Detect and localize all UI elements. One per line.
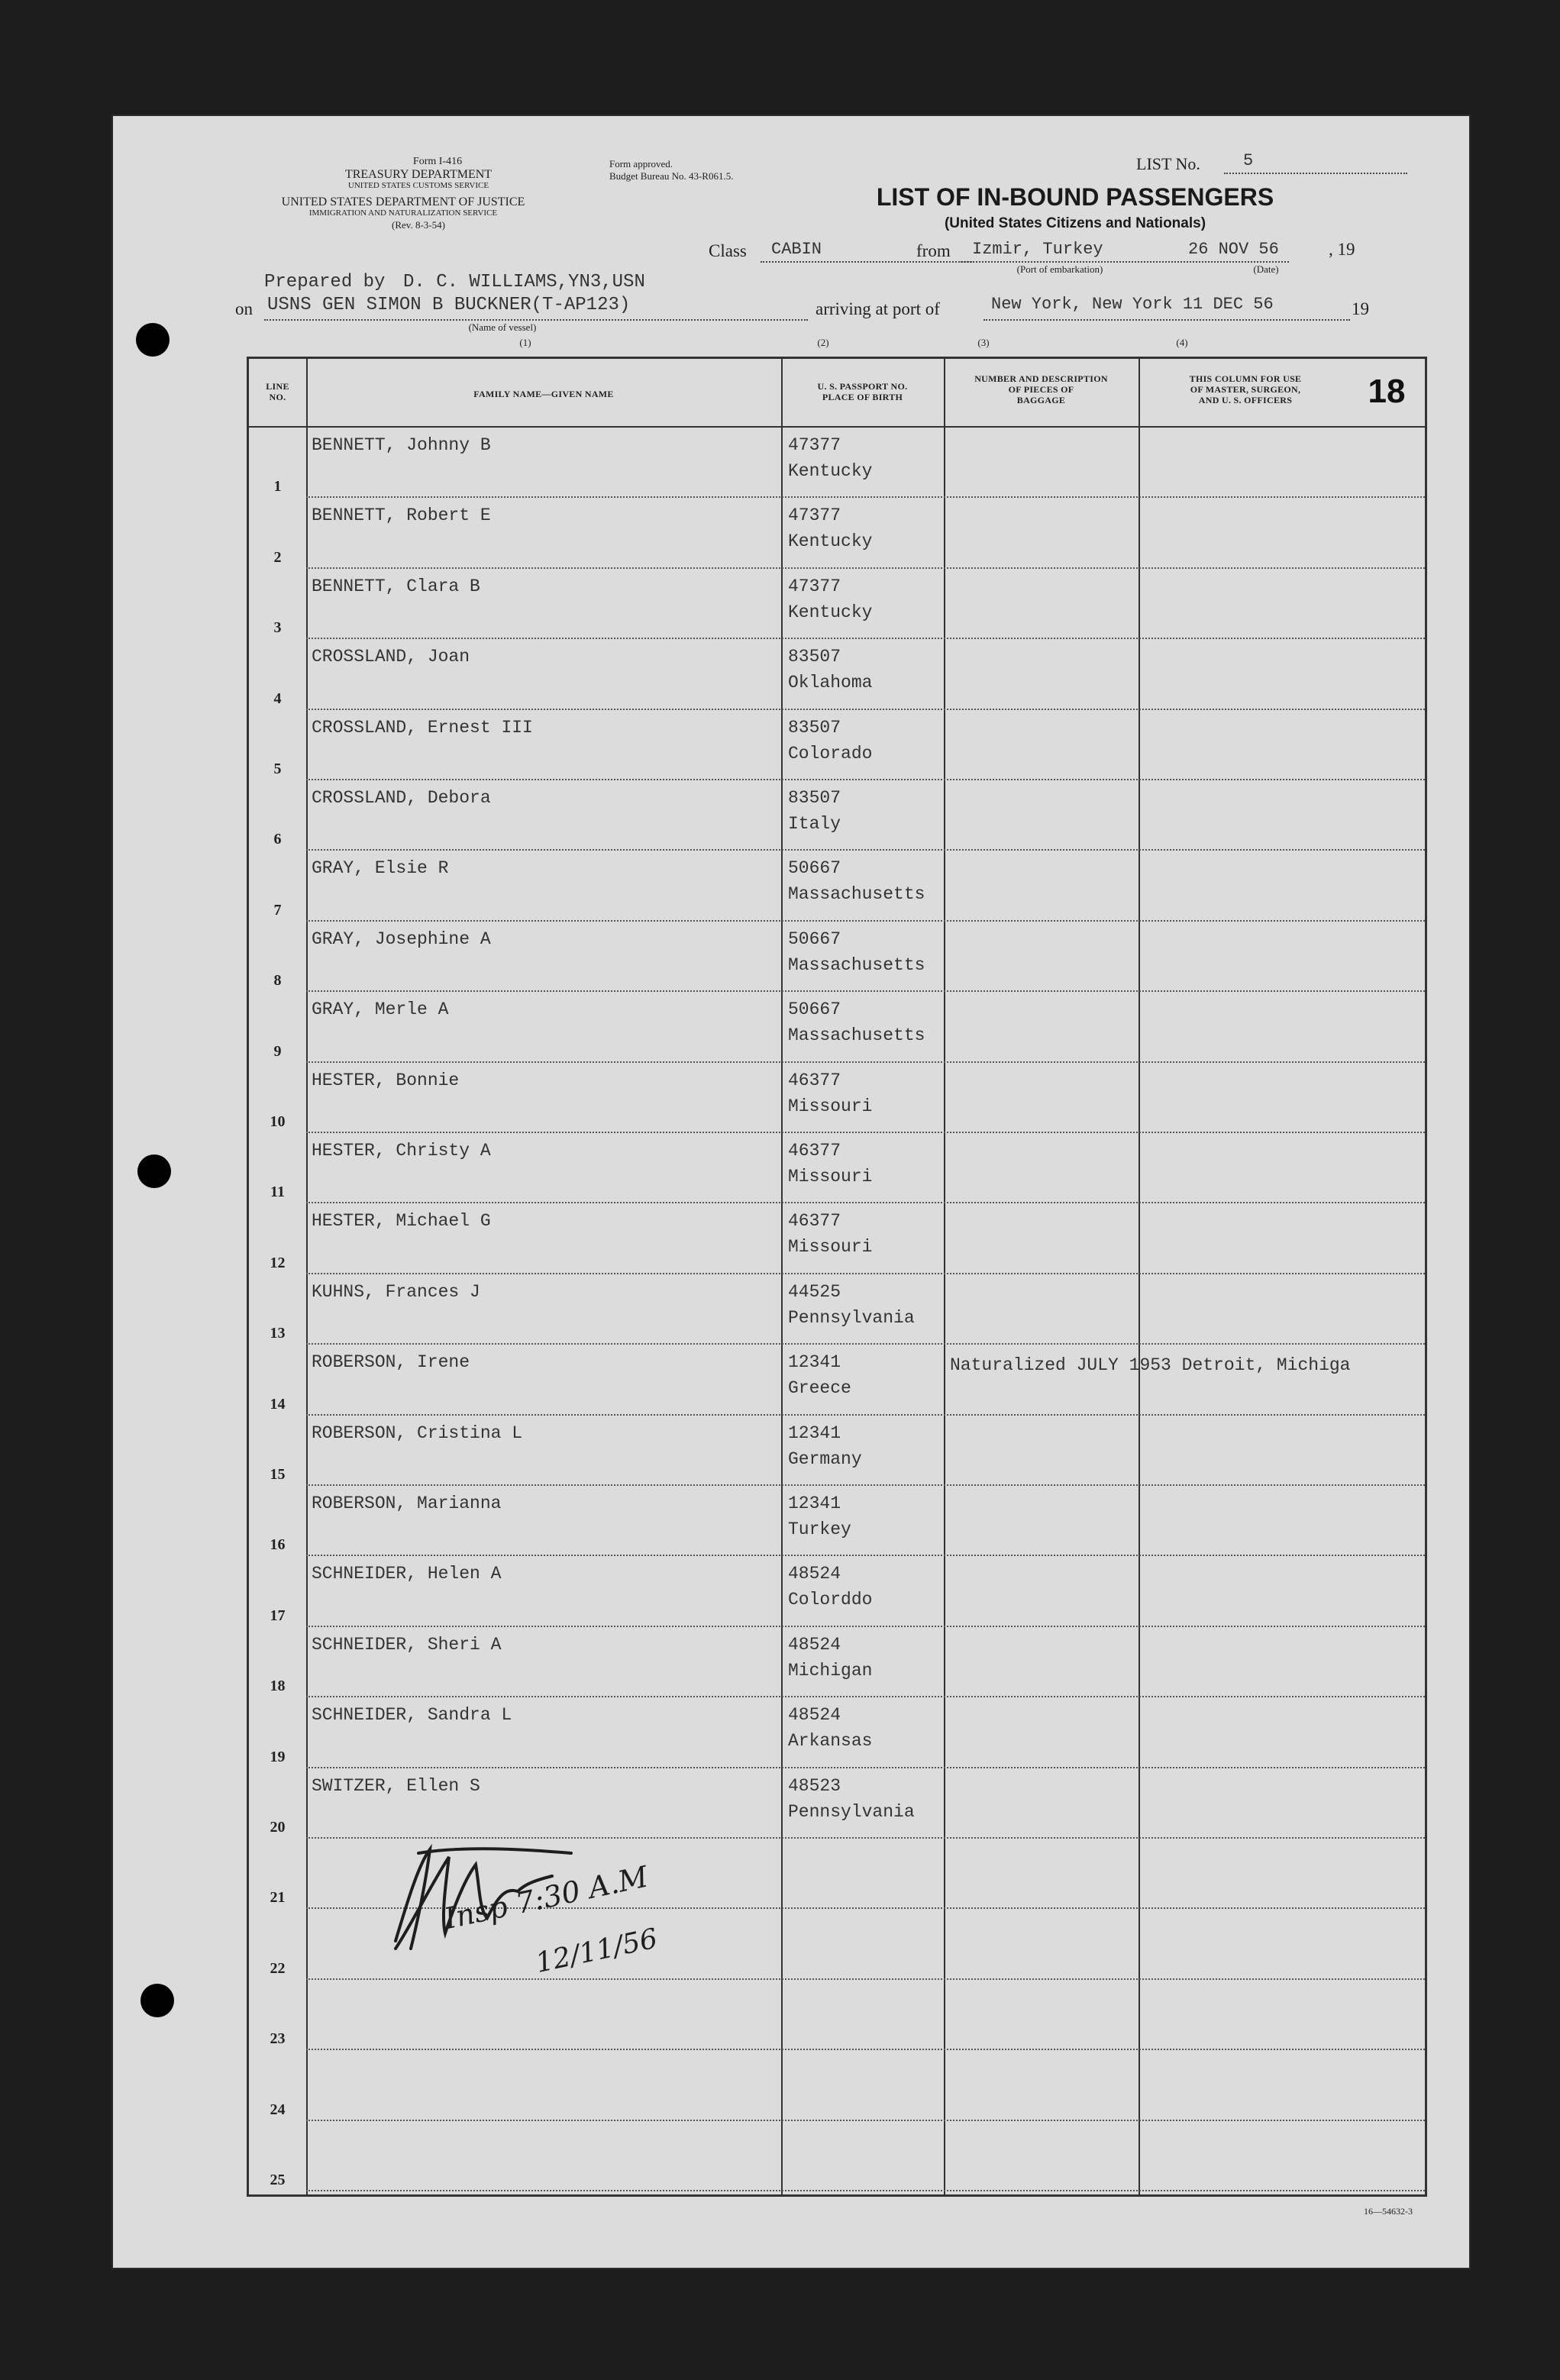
- passenger-name: HESTER, Michael G: [312, 1211, 491, 1232]
- list-number: 5: [1243, 151, 1254, 170]
- passport-number: 46377: [788, 1211, 841, 1232]
- row-divider: [306, 1132, 1425, 1133]
- col-number-1: (1): [519, 337, 531, 348]
- place-of-birth: Kentucky: [788, 602, 873, 622]
- place-of-birth: Pennsylvania: [788, 1801, 915, 1822]
- form-subtitle: (United States Citizens and Nationals): [944, 215, 1206, 231]
- department-treasury: TREASURY DEPARTMENT: [344, 168, 493, 181]
- row-divider: [306, 1202, 1425, 1203]
- place-of-birth: Oklahoma: [788, 673, 873, 693]
- col-number-4: (4): [1176, 337, 1188, 348]
- punch-hole: [136, 323, 170, 357]
- row-divider: [306, 1061, 1425, 1063]
- passport-number: 47377: [788, 435, 841, 455]
- table-row: [249, 1699, 1425, 1769]
- line-number: 13: [270, 1325, 286, 1342]
- inspection-date: 12/11/56: [533, 1923, 660, 1980]
- table-row: [249, 923, 1425, 993]
- row-divider: [306, 849, 1425, 851]
- department-justice: UNITED STATES DEPARTMENT OF JUSTICE: [281, 195, 525, 208]
- passport-number: 83507: [788, 788, 841, 808]
- line-number: 11: [270, 1184, 285, 1201]
- place-of-birth: Turkey: [788, 1519, 851, 1539]
- place-of-birth: Germany: [788, 1448, 862, 1469]
- line-number: 3: [273, 619, 282, 637]
- line-number: 17: [270, 1607, 286, 1624]
- header-baggage: NUMBER AND DESCRIPTION OF PIECES OF BAGGAGE: [974, 373, 1108, 405]
- passenger-name: ROBERSON, Irene: [312, 1352, 470, 1373]
- department-treasury-sub: UNITED STATES CUSTOMS SERVICE: [347, 181, 489, 190]
- arriving-label: arriving at port of: [816, 299, 940, 318]
- passport-number: 47377: [788, 576, 841, 596]
- form-title: LIST OF IN-BOUND PASSENGERS: [876, 183, 1274, 211]
- inspection-time: Insp 7:30 A.M: [441, 1859, 651, 1936]
- row-divider: [306, 2190, 1425, 2191]
- passenger-name: BENNETT, Robert E: [312, 505, 491, 526]
- table-row: [249, 852, 1425, 922]
- date-caption: (Date): [1253, 263, 1279, 275]
- place-of-birth: Missouri: [788, 1096, 873, 1116]
- line-number: 23: [270, 2030, 286, 2048]
- line-number: 19: [270, 1748, 286, 1765]
- row-divider: [306, 496, 1425, 498]
- line-number: 20: [270, 1818, 286, 1836]
- embarkation-date: 26 NOV 56: [1188, 240, 1279, 259]
- budget-bureau: Budget Bureau No. 43-R061.5.: [609, 170, 734, 182]
- punch-hole: [137, 1154, 171, 1188]
- row-divider: [306, 709, 1425, 710]
- line-number: 24: [270, 2101, 286, 2118]
- table-row: [249, 782, 1425, 852]
- passenger-name: SWITZER, Ellen S: [312, 1775, 480, 1796]
- place-of-birth: Missouri: [788, 1167, 873, 1187]
- col-number-3: (3): [977, 337, 990, 348]
- header-passport: U. S. PASSPORT NO. PLACE OF BIRTH: [817, 381, 908, 402]
- col-number-2: (2): [817, 337, 829, 348]
- baggage-note: Naturalized JULY 1953 Detroit, Michiga: [950, 1355, 1351, 1376]
- place-of-birth: Kentucky: [788, 531, 873, 552]
- place-of-birth: Pennsylvania: [788, 1307, 915, 1328]
- row-divider: [306, 2120, 1425, 2121]
- table-row: [249, 1276, 1425, 1346]
- footer-code: 16—54632-3: [1364, 2206, 1413, 2217]
- line-number: 16: [270, 1536, 286, 1554]
- line-number: 9: [273, 1042, 282, 1060]
- header-line-no: LINE NO.: [266, 381, 289, 402]
- class-label: Class: [709, 241, 747, 260]
- passenger-name: GRAY, Josephine A: [312, 928, 491, 949]
- from-label: from: [916, 241, 951, 260]
- row-divider: [306, 1555, 1425, 1556]
- passenger-name: CROSSLAND, Ernest III: [312, 717, 533, 738]
- table-row: [249, 1629, 1425, 1699]
- place-of-birth: Italy: [788, 814, 841, 834]
- line-number: 2: [273, 548, 282, 566]
- line-number: 15: [270, 1465, 286, 1483]
- place-of-birth: Missouri: [788, 1237, 873, 1258]
- passport-number: 12341: [788, 1494, 841, 1513]
- row-divider: [306, 920, 1425, 922]
- passenger-name: BENNETT, Clara B: [312, 576, 480, 596]
- department-justice-sub: IMMIGRATION AND NATURALIZATION SERVICE: [308, 208, 498, 218]
- header-name: FAMILY NAME—GIVEN NAME: [473, 389, 614, 399]
- line-number: 4: [273, 689, 282, 707]
- passenger-name: ROBERSON, Cristina L: [312, 1423, 523, 1443]
- passport-number: 46377: [788, 1141, 841, 1161]
- table-row: [249, 2123, 1425, 2193]
- passport-number: 48524: [788, 1564, 841, 1584]
- list-underline: [1224, 173, 1407, 174]
- table-row: [249, 1487, 1425, 1558]
- line-number: 21: [270, 1889, 286, 1907]
- table-row: [249, 499, 1425, 570]
- passenger-name: HESTER, Christy A: [312, 1141, 491, 1161]
- passport-number: 83507: [788, 647, 841, 667]
- table-row: [249, 570, 1425, 641]
- table-row: [249, 2052, 1425, 2122]
- row-divider: [306, 1626, 1425, 1627]
- table-row: [249, 1770, 1425, 1840]
- passenger-name: SCHNEIDER, Sheri A: [312, 1634, 502, 1655]
- passport-number: 48523: [788, 1775, 841, 1796]
- vessel-caption: (Name of vessel): [468, 321, 537, 333]
- line-number: 8: [273, 972, 282, 990]
- place-of-birth: Michigan: [788, 1660, 873, 1681]
- form-number: Form I-416: [412, 156, 463, 167]
- place-of-birth: Massachusetts: [788, 1025, 925, 1046]
- passport-number: 44525: [788, 1281, 841, 1302]
- row-divider: [306, 1343, 1425, 1345]
- table-row: [249, 641, 1425, 711]
- row-divider: [306, 1484, 1425, 1486]
- row-divider: [306, 1414, 1425, 1416]
- passenger-name: CROSSLAND, Joan: [312, 647, 470, 667]
- arriving-underline: [983, 319, 1350, 321]
- line-number: 7: [273, 901, 282, 919]
- place-of-birth: Massachusetts: [788, 884, 925, 905]
- table-row: [249, 1417, 1425, 1487]
- passenger-name: BENNETT, Johnny B: [312, 435, 491, 455]
- prepared-label: Prepared by: [264, 272, 386, 292]
- date-suffix: , 19: [1329, 240, 1355, 259]
- revision-date: (Rev. 8-3-54): [392, 219, 445, 231]
- table-row: [249, 1205, 1425, 1275]
- passport-number: 50667: [788, 928, 841, 949]
- embarkation-port: Izmir, Turkey: [972, 240, 1103, 259]
- embarkation-caption: (Port of embarkation): [1016, 263, 1103, 275]
- row-divider: [306, 779, 1425, 780]
- passport-number: 12341: [788, 1423, 841, 1443]
- row-divider: [306, 1273, 1425, 1274]
- line-number: 10: [270, 1112, 286, 1130]
- passenger-name: KUHNS, Frances J: [312, 1281, 480, 1302]
- row-divider: [306, 1696, 1425, 1697]
- passport-number: 83507: [788, 717, 841, 738]
- line-number: 22: [270, 1959, 286, 1977]
- place-of-birth: Kentucky: [788, 461, 873, 481]
- row-divider: [306, 1767, 1425, 1768]
- passport-number: 48524: [788, 1705, 841, 1726]
- passport-number: 12341: [788, 1352, 841, 1373]
- table-row: [249, 1346, 1425, 1416]
- row-divider: [306, 990, 1425, 992]
- passport-number: 48524: [788, 1634, 841, 1655]
- place-of-birth: Greece: [788, 1378, 851, 1399]
- passenger-name: SCHNEIDER, Sandra L: [312, 1705, 512, 1726]
- row-divider: [306, 567, 1425, 569]
- table-row: [249, 712, 1425, 782]
- passenger-name: GRAY, Elsie R: [312, 858, 449, 879]
- header-divider: [249, 426, 1425, 428]
- form-approved: Form approved.: [609, 158, 673, 170]
- table-row: [249, 993, 1425, 1064]
- list-label: LIST No.: [1136, 154, 1200, 173]
- header-officers: THIS COLUMN FOR USE OF MASTER, SURGEON, AND U. S. OFFICERS: [1189, 373, 1302, 405]
- passenger-name: SCHNEIDER, Helen A: [312, 1564, 502, 1584]
- line-number: 18: [270, 1678, 286, 1695]
- line-number: 14: [270, 1395, 286, 1413]
- class-value: CABIN: [771, 240, 822, 259]
- line-number: 12: [270, 1254, 286, 1271]
- line-number: 5: [273, 760, 282, 777]
- passenger-name: ROBERSON, Marianna: [312, 1494, 502, 1513]
- passenger-name: HESTER, Bonnie: [312, 1070, 460, 1090]
- vessel-underline: [264, 319, 808, 321]
- passport-number: 46377: [788, 1070, 841, 1090]
- place-of-birth: Arkansas: [788, 1731, 873, 1752]
- passport-number: 50667: [788, 999, 841, 1020]
- table-row: [249, 1558, 1425, 1628]
- line-number: 6: [273, 831, 282, 848]
- line-number: 25: [270, 2171, 286, 2188]
- prepared-by: D. C. WILLIAMS,YN3,USN: [403, 272, 645, 292]
- on-label: on: [235, 299, 253, 318]
- punch-hole: [140, 1984, 174, 2017]
- passenger-name: GRAY, Merle A: [312, 999, 449, 1020]
- line-number: 1: [273, 478, 282, 496]
- vessel-name: USNS GEN SIMON B BUCKNER(T-AP123): [267, 295, 631, 315]
- passport-number: 47377: [788, 505, 841, 526]
- table-row: [249, 1064, 1425, 1135]
- row-divider: [306, 638, 1425, 639]
- table-row: [249, 429, 1425, 499]
- table-row: [249, 1135, 1425, 1205]
- place-of-birth: Massachusetts: [788, 954, 925, 975]
- row-divider: [306, 2049, 1425, 2050]
- from-underline: [961, 261, 1289, 263]
- passport-number: 50667: [788, 858, 841, 879]
- arrival-port-date: New York, New York 11 DEC 56: [991, 295, 1274, 314]
- place-of-birth: Colorado: [788, 743, 873, 764]
- page-number-stamp: 18: [1368, 373, 1406, 410]
- place-of-birth: Colorddo: [788, 1590, 873, 1610]
- passenger-name: CROSSLAND, Debora: [312, 788, 491, 808]
- arrival-year-suffix: 19: [1352, 299, 1369, 318]
- document-page: [113, 116, 1469, 2268]
